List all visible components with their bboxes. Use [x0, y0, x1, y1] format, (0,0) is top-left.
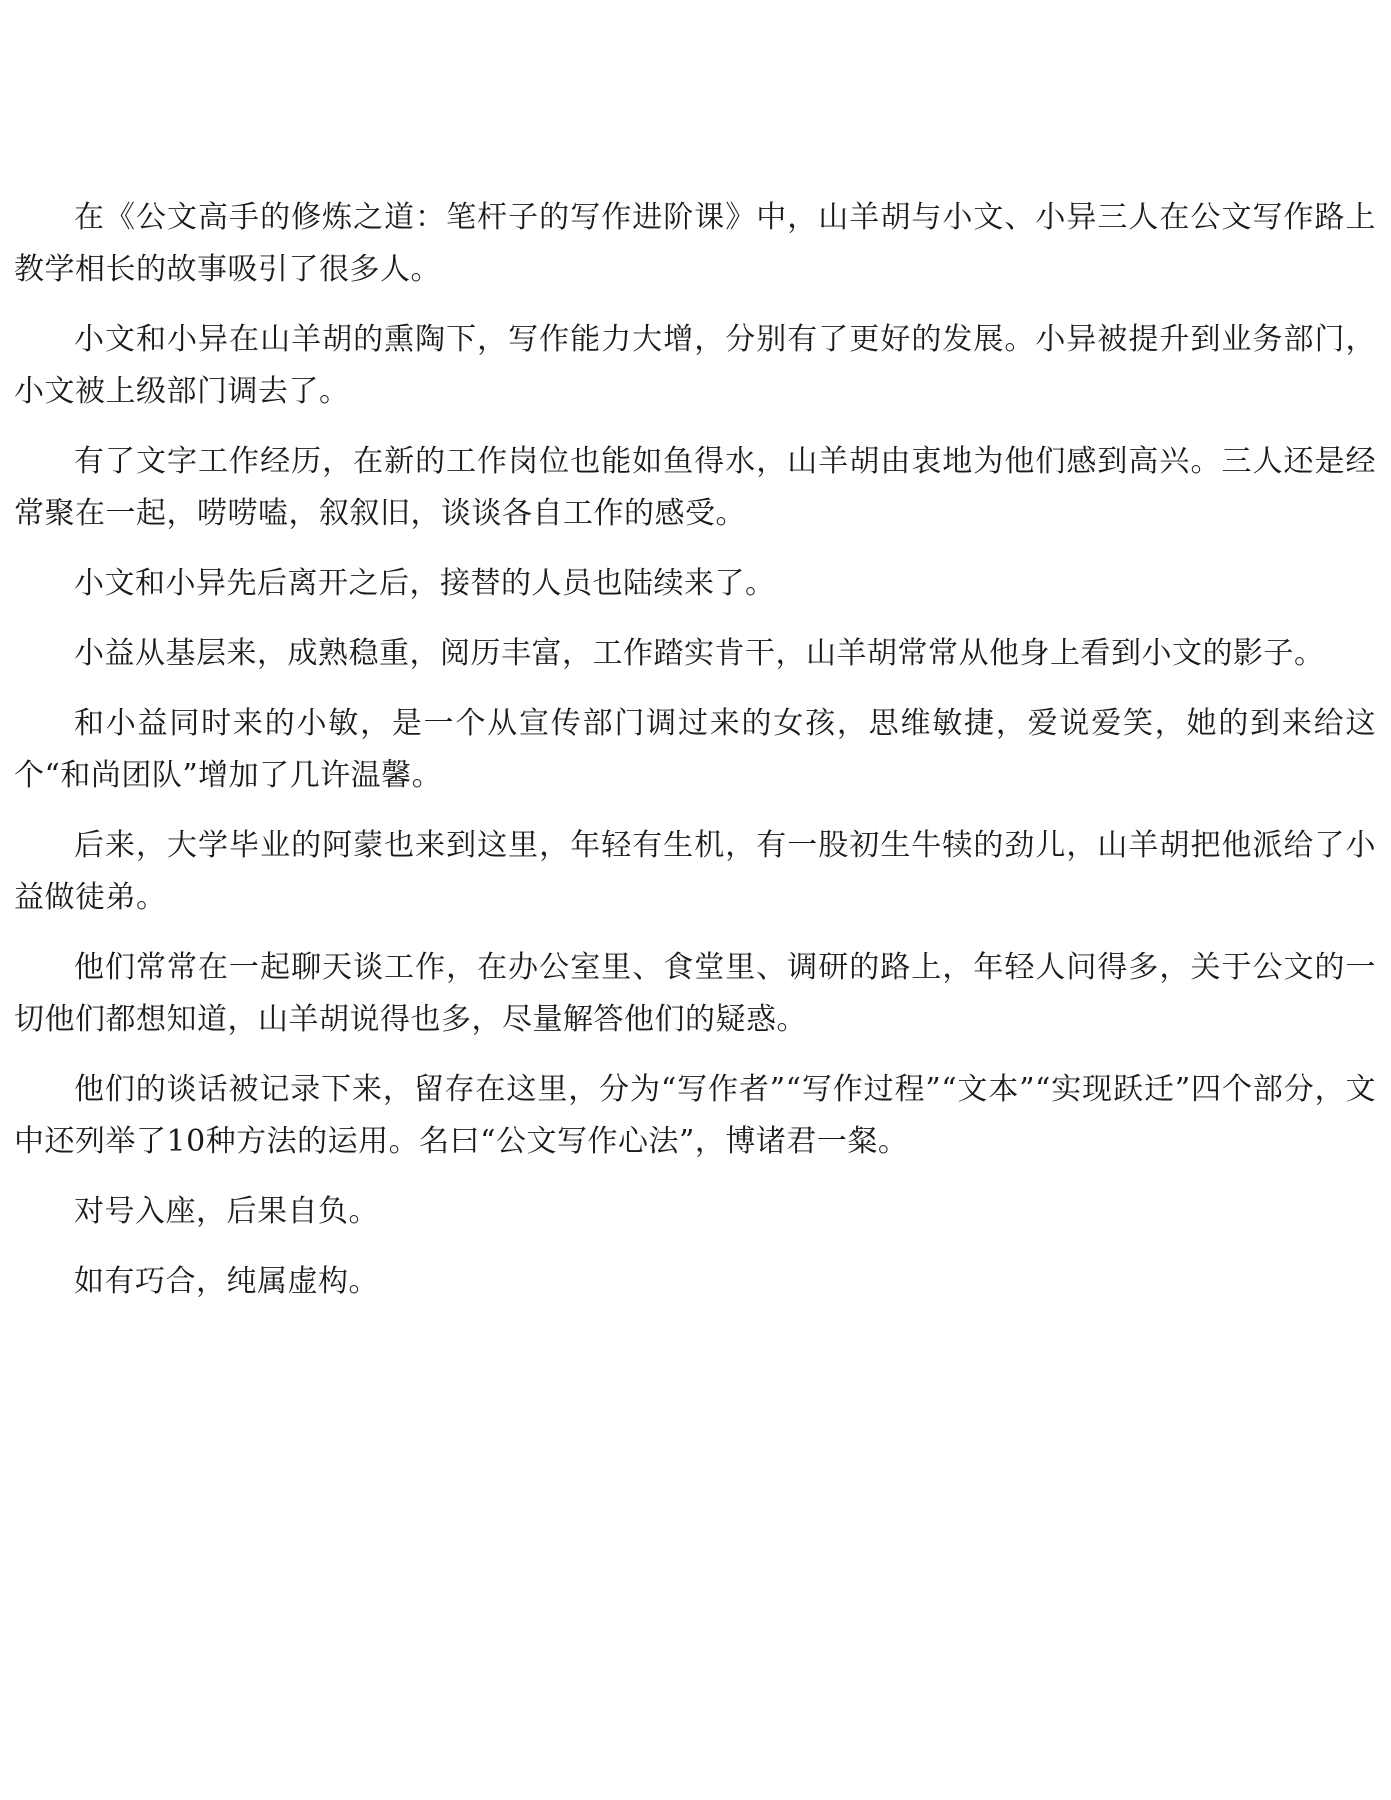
document-page — [14, 192, 1376, 1326]
paragraph-10: 对号入座，后果自负。 — [74, 1194, 379, 1229]
paragraph-9: 他们的谈话被记录下来，留存在这里，分为“写作者”“写作过程”“文本”“实现跃迁”四个部分，文中还列举了10种方法的运用。名曰“公文写作心法”，博诸君一粲。 — [14, 1072, 1376, 1159]
paragraph-7: 后来，大学毕业的阿蒙也来到这里，年轻有生机，有一股初生牛犊的劲儿，山羊胡把他派给了小益做徒弟。 — [14, 828, 1376, 915]
paragraph-5: 小益从基层来，成熟稳重，阅历丰富，工作踏实肯干，山羊胡常常从他身上看到小文的影子。 — [74, 636, 1325, 671]
paragraph-3: 有了文字工作经历，在新的工作岗位也能如鱼得水，山羊胡由衷地为他们感到高兴。三人还是经常聚在一起，唠唠嗑，叙叙旧，谈谈各自工作的感受。 — [14, 444, 1376, 531]
paragraph-1: 在《公文高手的修炼之道：笔杆子的写作进阶课》中，山羊胡与小文、小异三人在公文写作路上教学相长的故事吸引了很多人。 — [14, 200, 1376, 287]
paragraph-8: 他们常常在一起聊天谈工作，在办公室里、食堂里、调研的路上，年轻人问得多，关于公文的一切他们都想知道，山羊胡说得也多，尽量解答他们的疑惑。 — [14, 950, 1376, 1037]
paragraph-6: 和小益同时来的小敏，是一个从宣传部门调过来的女孩，思维敏捷，爱说爱笑，她的到来给这个“和尚团队”增加了几许温馨。 — [14, 706, 1376, 793]
paragraph-4: 小文和小异先后离开之后，接替的人员也陆续来了。 — [74, 566, 776, 601]
paragraph-2: 小文和小异在山羊胡的熏陶下，写作能力大增，分别有了更好的发展。小异被提升到业务部门，小文被上级部门调去了。 — [14, 322, 1376, 409]
paragraph-11: 如有巧合，纯属虚构。 — [74, 1264, 379, 1299]
